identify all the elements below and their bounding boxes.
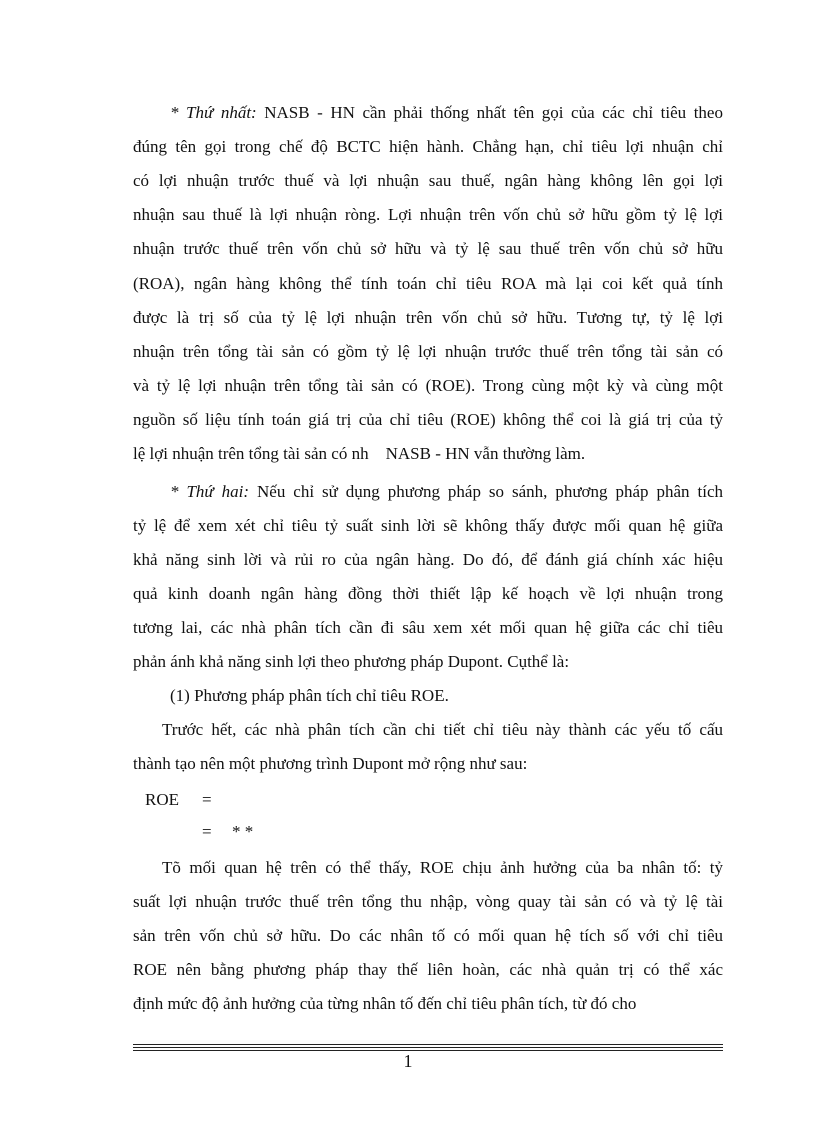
equation-lhs: ROE [145,790,179,809]
paragraph-2-line-5: tương lai, các nhà phân tích cần đi sâu xem xét mối quan hệ giữa các chỉ tiêu [133,618,723,637]
paragraph-1-line-4: nhuận sau thuế là lợi nhuận ròng. Lợi nhuận trên vốn chủ sở hữu gồm tỷ lệ lợi [133,205,723,224]
paragraph-1-line-9: và tỷ lệ lợi nhuận trên tổng tài sản có (ROE). Trong cùng một kỳ và cùng một [133,376,723,395]
paragraph-1-line-8: nhuận trên tổng tài sản có gồm tỷ lệ lợi nhuận trước thuế trên tổng tài sản có [133,342,723,361]
paragraph-1-line-7: được là trị số của tỷ lệ lợi nhuận trên vốn chủ sở hữu. Tương tự, tỷ lệ lợi [133,308,723,327]
paragraph-2-line-1: * Thứ hai: Nếu chỉ sử dụng phương pháp so sánh, phương pháp phân tích [170,482,724,501]
paragraph-1-line-1: * Thứ nhất: NASB - HN cần phải thống nhất tên gọi của các chỉ tiêu theo [170,103,723,122]
equation-equals-1: = [202,790,212,809]
paragraph-1-line-2: đúng tên gọi trong chế độ BCTC hiện hành. Chẳng hạn, chỉ tiêu lợi nhuận chỉ [133,137,723,156]
page-number: 1 [403,1051,413,1071]
method-heading: (1) Phương pháp phân tích chỉ tiêu ROE. [170,686,449,705]
paragraph-2-line-4: quả kinh doanh ngân hàng đồng thời thiết lập kế hoạch về lợi nhuận trong [133,584,723,603]
paragraph-1-line-11: lệ lợi nhuận trên tổng tài sản có nh NASB - HN vẫn thường làm. [133,444,586,463]
paragraph-1-line-3: có lợi nhuận trước thuế và lợi nhuận sau thuế, ngân hàng không lên gọi lợi [133,171,723,190]
paragraph-1-line-5: nhuận trước thuế trên vốn chủ sở hữu và tỷ lệ sau thuế trên vốn chủ sở hữu [133,239,723,258]
paragraph-2-line-3: khả năng sinh lời và rủi ro của ngân hàng. Do đó, để đánh giá chính xác hiệu [133,550,723,569]
paragraph-1-line-10: nguồn số liệu tính toán giá trị của chỉ tiêu (ROE) không thể coi là giá trị của tỷ [133,410,723,429]
paragraph-5-line-2: suất lợi nhuận trước thuế trên tổng thu nhập, vòng quay tài sản có và tỷ lệ tài [133,892,723,911]
paragraph-5-line-3: sản trên vốn chủ sở hữu. Do các nhân tố có mối quan hệ tích số với chỉ tiêu [133,926,723,945]
paragraph-2-line-6: phản ánh khả năng sinh lợi theo phương pháp Dupont. Cụthể là: [133,652,570,671]
paragraph-5-line-4: ROE nên bằng phương pháp thay thế liên hoàn, các nhà quản trị có thể xác [133,960,723,979]
footer-rule-middle [133,1047,723,1048]
paragraph-2-line-2: tỷ lệ để xem xét chỉ tiêu tỷ suất sinh lời sẽ không thấy được mối quan hệ giữa [133,516,723,535]
paragraph-4-line-1: Trước hết, các nhà phân tích cần chi tiết chỉ tiêu này thành các yếu tố cấu [162,720,723,739]
paragraph-1-label: * Thứ nhất: [170,103,257,122]
paragraph-4-line-2: thành tạo nên một phương trình Dupont mở rộng như sau: [133,754,528,773]
equation-operators: * * [232,822,254,841]
paragraph-5-line-1: Tõ mối quan hệ trên có thể thấy, ROE chịu ảnh hưởng của ba nhân tố: tỷ [162,858,723,877]
paragraph-1-line-6: (ROA), ngân hàng không thể tính toán chỉ tiêu ROA mà lại coi kết quả tính [133,274,723,293]
paragraph-2-label: * Thứ hai: [170,482,250,501]
equation-equals-2: = [202,822,212,841]
footer-rule-top [133,1044,723,1045]
paragraph-5-line-5: định mức độ ảnh hưởng của từng nhân tố đến chỉ tiêu phân tích, từ đó cho [133,994,637,1013]
